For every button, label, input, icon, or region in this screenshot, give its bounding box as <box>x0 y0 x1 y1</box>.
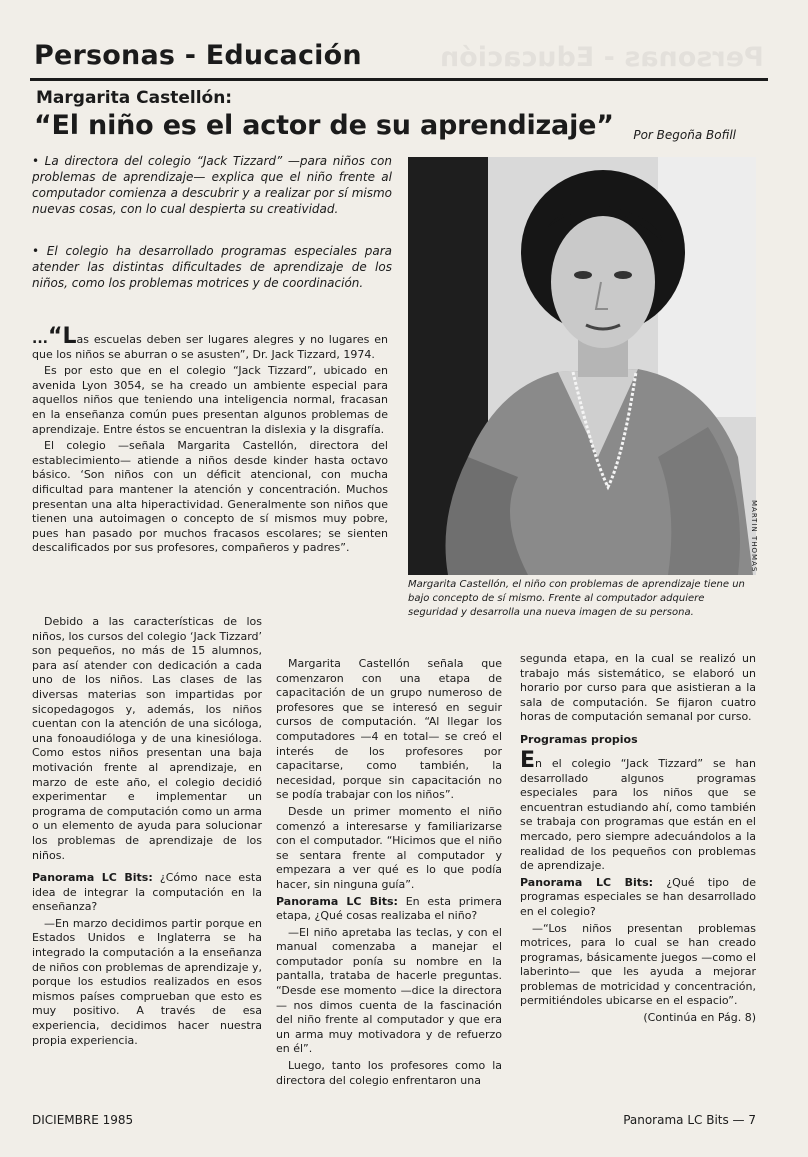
lead-text: as escuelas deben ser lugares alegres y no lugares en que los niños se aburran o se asusten”, Dr. Jack Tizzard, 1974. <box>32 333 388 361</box>
question-label: Panorama LC Bits: <box>32 871 153 885</box>
question-text: ¿Cómo nace esta idea de integrar la computación en la enseñanza? <box>32 871 262 914</box>
section-dropcap: E <box>520 747 536 773</box>
column-2 <box>276 657 502 1090</box>
lead-dots: ... <box>32 331 48 347</box>
photo-caption: Margarita Castellón, el niño con problemas de aprendizaje tiene un bajo concepto de sí mismo. Frente al computador adquiere seguridad y desarrolla una nueva imagen de su persona. <box>408 579 745 618</box>
intro-bullet-1: • La directora del colegio “Jack Tizzard” —para niños con problemas de aprendizaje— explica que el niño frente al computador comienza a descubrir y a realizar por sí mismo nuevas cosas, con lo cual despierta su creatividad. <box>32 154 392 216</box>
paragraph: Debido a las características de los niños, los cursos del colegio ‘Jack Tizzard’ son pequeños, no más de 15 alumnos, para así atender con dedicación a cada uno de los niños. Las clases de las diversas materias son impartidas por sicopedagogos y, además, los niños cuentan con la atención de una sicóloga, una fonoaudióloga y de una kinesióloga. Como estos niños presentan una baja motivación frente al aprendizaje, en marzo de este año, el colegio decidió experimentar e implementar un programa de computación como un arma o un elemento de ayuda para solucionar los problemas de aprendizaje de los niños. <box>32 615 262 862</box>
footer-page-number: Panorama LC Bits — 7 <box>623 1113 756 1127</box>
interview-question <box>32 871 262 915</box>
article-headline: “El niño es el actor de su aprendizaje” <box>34 110 614 141</box>
interview-question <box>276 895 502 924</box>
column-1-upper <box>32 324 388 558</box>
portrait-illustration <box>408 157 756 575</box>
header-rule <box>30 78 768 81</box>
portrait-photo <box>408 157 756 575</box>
continued-note: (Continúa en Pág. 8) <box>643 1011 756 1025</box>
interview-answer: —El niño apretaba las teclas, y con el manual comenzaba a manejar el computador ponía su nombre en la pantalla, trataba de hacerle preguntas. “Desde ese momento —dice la directora— nos dimos cuenta de la fascinación del niño frente al computador y que era un arma muy motivadora y de refuerzo en él”. <box>276 925 502 1056</box>
paragraph-text: n el colegio “Jack Tizzard” se han desarrollado algunos programas especiales para los niños que se encuentran estudiando ahí, como también se trabaja con programas que están en el mercado, pero siempre adecuándolos a la realidad de los pequeños con problemas de aprendizaje. <box>520 756 756 873</box>
article-kicker: Margarita Castellón: <box>36 88 233 108</box>
interview-question <box>520 876 756 920</box>
paragraph: Es por esto que en el colegio “Jack Tizzard”, ubicado en avenida Lyon 3054, se ha creado un ambiente especial para aquellos niños que teniendo una inteligencia normal, fracasan en la enseñanza común pues presentan algunos problemas de aprendizaje. Entre éstos se encuentran la dislexia y la disgrafía. <box>32 364 388 436</box>
question-label: Panorama LC Bits: <box>276 894 398 908</box>
lead-dropcap: L <box>62 324 77 349</box>
interview-answer: —En marzo decidimos partir porque en Estados Unidos e Inglaterra se ha integrado la computación a la enseñanza de niños con problemas de aprendizaje y, porque los estudios realizados en esos mismos países comprueban que esto es muy positivo. A través de esa experiencia, decidimos hacer nuestra propia experiencia. <box>32 916 262 1047</box>
paragraph: Desde un primer momento el niño comenzó a interesarse y familiarizarse con el computador. “Hicimos que el niño se sentara frente al computador y empezara a ver qué es lo que podía hacer, sin ninguna guía”. <box>276 804 502 891</box>
question-label: Panorama LC Bits: <box>520 875 654 889</box>
photo-credit: MARTIN THOMAS <box>750 500 758 573</box>
paragraph: El colegio —señala Margarita Castellón, directora del establecimiento— atiende a niños desde kinder hasta octavo básico. ‘Son niños con un déficit atencional, con mucha dificultad para mantener la atención y concentración. Muchos presentan una alta hiperactividad. Generalmente son niños que tienen una autoimagen o concepto de sí mismos muy pobre, pues han pasado por muchos fracasos escolares; se sienten descalificados por sus profesores, compañeros y padres”. <box>32 439 388 555</box>
question-text: ¿Qué tipo de programas especiales se han desarrollado en el colegio? <box>520 875 757 918</box>
paragraph <box>520 747 756 874</box>
article-byline: Por Begoña Bofill <box>633 128 736 142</box>
subheading: Programas propios <box>520 732 638 746</box>
bleed-through-text: Personas - Educación <box>440 42 764 73</box>
intro-bullet-2: • El colegio ha desarrollado programas especiales para atender las distintas dificultades de aprendizaje de los niños, como los problemas motrices y de coordinación. <box>32 244 392 290</box>
question-text: En esta primera etapa, ¿Qué cosas realizaba el niño? <box>276 894 502 923</box>
interview-answer: —“Los niños presentan problemas motrices, para lo cual se han creado programas, básicamente juegos —como el laberinto— que les ayuda a mejorar problemas de motricidad y concentración, permitiéndoles ubicarse en el espacio”. <box>520 921 756 1008</box>
paragraph: Luego, tanto los profesores como la directora del colegio enfrentaron una <box>276 1059 502 1087</box>
lead-paragraph <box>32 324 388 362</box>
section-title: Personas - Educación <box>34 40 362 71</box>
footer-date: DICIEMBRE 1985 <box>32 1113 134 1127</box>
paragraph: segunda etapa, en la cual se realizó un trabajo más sistemático, se elaboró un horario por curso para que asistieran a la sala de computación. Se fijaron cuatro horas de computación semanal por curso. <box>520 652 756 724</box>
column-3 <box>520 652 756 1026</box>
paragraph: Margarita Castellón señala que comenzaron con una etapa de capacitación de un grupo numeroso de profesores que se interesó en seguir cursos de computación. “Al llegar los computadores —4 en total— se creó el interés de los profesores por capacitarse, como también, la necesidad, porque sin capacitación no se podía trabajar con los niños”. <box>276 657 502 802</box>
column-1-lower <box>32 615 262 1050</box>
lead-quote-mark: “ <box>47 324 63 349</box>
